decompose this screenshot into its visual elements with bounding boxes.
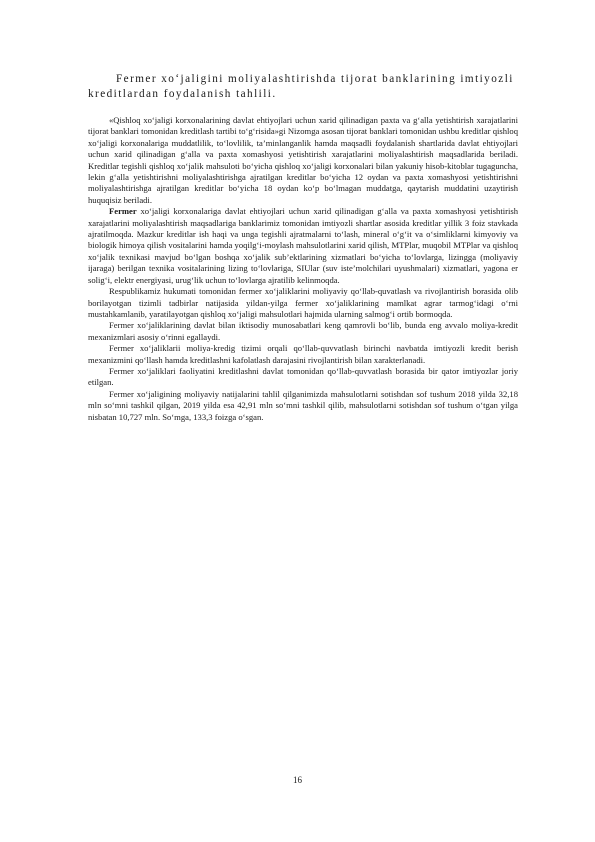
paragraph-5 bbox=[88, 343, 518, 366]
paragraph-4 bbox=[88, 320, 518, 343]
paragraph-text: Fermer xo‘jaligining moliyaviy natijalarini tahlil qilganimizda mahsulotlarni sotishdan sof tushum 2018 yilda 32,18 mln so‘mni tashkil qilgan, 2019 yilda esa 42,91 mln so‘mni tashkil qilib, mahsulotlarni sotishdan sof tushum o‘tgan yilga nisbatan 10,727 mln. So‘mga, 133,3 foizga o‘sgan. bbox=[88, 388, 518, 422]
paragraph-text: xo‘jaligi korxonalariga davlat ehtiyojlari uchun xarid qilinadigan g‘alla va paxta xomashyosi yetishtirish xarajatlarini moliyalashtirish maqsadlariga banklarimiz tomonidan imtiyozli shartlar asosida kreditlar yillik 3 foiz stavkada ajratilmoqda. Mazkur kreditlar ish haqi va unga tegishli ajratmalarni to‘lash, mineral o‘g‘it va o‘simliklarni kimyoviy va biologik himoya qilish vositalarini hamda yoqilg‘i-moylash mahsulotlarini xarid qilish, MTPlar, muqobil MTPlar va qishloq xo‘jalik texnikasi mavjud bo‘lgan boshqa xo‘jalik sub’ektlarining xizmatlari bo‘yicha to‘lovlarga, lizingga (moliyaviy ijaraga) berilgan texnika vositalarining lizing to‘lovlariga, SIUlar (suv iste’molchilari uyushmalari) xizmatlari, yagona er solig‘i, elektr energiyasi, urug‘lik uchun to‘lovlarga ajratilib kelinmoqda. bbox=[88, 206, 518, 285]
heading-line-1: Fermer xo‘jaligini moliyalashtirishda tijorat banklarining imtiyozli bbox=[116, 73, 514, 85]
heading-line-2: kreditlardan foydalanish tahlili. bbox=[88, 88, 277, 100]
paragraph-7 bbox=[88, 389, 518, 423]
paragraph-text: Fermer xo‘jaliklari faoliyatini kreditlashni davlat tomonidan qo‘llab-quvvatlash borasida bir qator imtiyozlar joriy etilgan. bbox=[88, 365, 518, 388]
section-heading bbox=[88, 72, 516, 102]
paragraph-text: Respublikamiz hukumati tomonidan fermer xo‘jaliklarini moliyaviy qo‘llab-quvatlash va rivojlantirish borasida olib borilayotgan tizimli tadbirlar natijasida yildan-yilga fermer xo‘jaliklarining mamlkat agrar tarmog‘idagi o‘rni mustahkamlanib, yaratilayotgan qishloq xo‘jaligi mahsulotlari hajmida ularning salmog‘i ortib bormoqda. bbox=[88, 286, 518, 319]
paragraph-3 bbox=[88, 286, 518, 320]
paragraph-lead-bold: Fermer bbox=[109, 206, 137, 217]
paragraph-text: Fermer xo‘jaliklarining davlat bilan iktisodiy munosabatlari keng qamrovli bo‘lib, bunda eng avvalo moliya-kredit mexanizmlari asosiy o‘rinni egallaydi. bbox=[88, 320, 518, 342]
document-body bbox=[88, 115, 518, 423]
paragraph-1 bbox=[88, 115, 518, 206]
paragraph-6 bbox=[88, 366, 518, 389]
paragraph-text: Fermer xo‘jaliklarii moliya-kredig tizimi orqali qo‘llab-quvvatlash birinchi navbatda imtiyozli kredit berish mexanizmini qo‘llash hamda kreditlashni kafolatlash darajasini rivojlantirish bilan xarakterlanadi. bbox=[88, 343, 518, 365]
paragraph-text: «Qishloq xo‘jaligi korxonalarining davlat ehtiyojlari uchun xarid qilinadigan paxta va g‘alla yetishtirish xarajatlarini tijorat banklari tomonidan kreditlash tartibi to‘g‘risida»gi Nizomga asosan tijorat banklari tomonidan ushbu kreditlar qishloq xo‘jaligi korxonalariga muddatlilik, to‘lovlilik, ta’minlanganlik hamda maqsadli foydalanish shartlarida davlat ehtiyojlari uchun xarid qilinadigan g‘alla va paxta xomashyosi yetishtirish xarajatlarini moliyalashtirish maqsadlarida beriladi. Kreditlar tegishli qishloq xo‘jalik mahsuloti bo‘yicha qishloq xo‘jaligi korxonalari bilan yakuniy hisob-kitoblar tugaguncha, lekin g‘alla yetishtirishni moliyalashtirishga ajratilgan kreditlar bo‘yicha 12 oydan va paxta xomashyosi yetishtirishni moliyalashtirishga ajratilgan kreditlar bo‘yicha 18 oydan ko‘p bo‘lmagan muddatga, qaytarish muddatini uzaytirish huquqisiz beriladi. bbox=[88, 115, 518, 205]
paragraph-2 bbox=[88, 206, 518, 286]
page-number: 16 bbox=[293, 775, 302, 785]
